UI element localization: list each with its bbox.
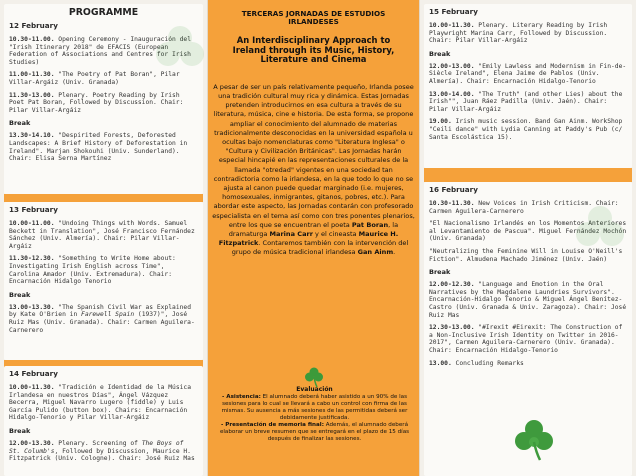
session-item: 10.00-11.30. "Tradición e Identidad de la Música Irlandesa en nuestros Días", Ángel Vázquez Becerra, Miguel Navarro Lugero (fiddle) y Luis García Pulido (button box). Chairs: Encarnación Hidalgo-Tenorio y Pilar Villar-Argáiz (9, 384, 191, 422)
session-item: 19.00. Irish music session. Band Gan Ainm. WorkShop "Ceili dance" with Lydia Canning at Paddy's Pub (c/ Santa Escolástica 15). (429, 118, 623, 141)
left-column (0, 0, 207, 476)
session-item: 12.00-13.00. "Emily Lawless and Modernism in Fin-de-Siècle Ireland", Elena Jaime de Pablos (Univ. Almería). Chair: Encarnación Hidalgo-Tenorio (429, 62, 627, 85)
divider (424, 168, 632, 182)
evaluation-report: - Presentación de memoria final: Además, el alumnado deberá elaborar un breve resumen que se entregará en el plazo de 15 días después de finalizar las sesiones. (219, 422, 410, 442)
intro-paragraph: A pesar de ser un país relativamente pequeño, Irlanda posee una tradición cultural muy rica y dinámica. Estas Jornadas pretenden introducirnos en esa cultura a través de su literatura, música, cine e historia. De esta forma, se propone ampliar el conocimiento del alumnado de materias tradicionalmente desconocidas en la universidad española u ocultas bajo nomenclaturas como "Literatura Inglesa" o "Cultura y Civilización Británicas". Las Jornadas harán especial hincapié en las representaciones culturales de la llamada "otredad" vigentes en una sociedad tan contradictoria como la irlandesa, en la que todo lo que no se ajusta al canon puede quedar marginado (i.e. mujeres, homosexuales, inmigrantes, gitanos, pobres, etc.). Para abordar este aspecto, las Jornadas contarán con profesorado especialista en el tema así como con tres ponentes plenarios, entre los que se encuentran el poeta Pat Boran, la dramaturga Marina Carr y el cineasta Maurice H. Fitzpatrick. Contaremos también con la intervención del grupo de música tradicional irlandesa Gan Ainm. (212, 82, 415, 257)
programme-title: PROGRAMME (68, 7, 139, 18)
session-item: 11.30-12.30. "Something to Write Home about: Investigating Irish English across Time", Carolina Amador (Univ. Extremadura). Chair: Encarnación Hidalgo Tenorio (9, 255, 176, 286)
break-label: Break (9, 119, 31, 128)
shamrock-watermark-icon (150, 20, 210, 80)
right-column (420, 0, 636, 476)
session-item: 12.00-12.30. "Language and Emotion in the Oral Narratives by the Magdalene Laundries Survivors". Encarnación-Hidalgo Tenorio & Miguel Ángel Benítez-Castro (Univ. Granada & Univ. Zaragoza). Chair: José Ruiz Mas (429, 281, 627, 319)
event-subheading: An Interdisciplinary Approach to Ireland through its Music, History, Literature and Cinema (232, 35, 395, 65)
session-item: 12.00-13.30. Plenary. Screening of The Boys of St. Columb's, Followed by Discussion, Maurice H. Fitzpatrick (Univ. Cologne). Chair: José Ruiz Mas (9, 439, 195, 463)
intro-column (207, 0, 420, 476)
session-item: 10.30-11.00. Opening Ceremony - Inauguración del "Irish Itinerary 2018" de EFACIS (European Federation of Associations and Centres for Irish Studies) (9, 36, 191, 66)
break-label: Break (9, 426, 31, 435)
session-item: 13.00-14.00. "The Truth" (and other Lies) about the Irish"", Juan Ráez Padilla (Univ. Jaén). Chair: Pilar Villar-Argáiz (429, 90, 623, 113)
day-title: 15 February (429, 7, 478, 16)
day-panel-13 (4, 202, 203, 360)
event-heading: TERCERAS JORNADAS DE ESTUDIOS IRLANDESES (241, 9, 386, 26)
shamrock-icon (304, 366, 324, 388)
session-item: 13.30-14.10. "Despirited Forests, Deforested Landscapes: A Brief History of Deforestation in Ireland". Marjan Shokouhi (Univ. Sunderland). Chair: Elisa Serna Martínez (9, 132, 188, 163)
break-label: Break (429, 268, 451, 277)
divider (4, 194, 203, 202)
session-item: 11.30-13.00. Plenary. Poetry Reading by Irish Poet Pat Boran, Followed by Discussion. Chair: Pilar Villar-Argáiz (9, 91, 184, 114)
session-item: 10.30-11.30. New Voices in Irish Criticism. Chair: Carmen Aguilera-Carnerero (429, 200, 619, 215)
evaluation-title: Evaluación (296, 386, 333, 393)
session-item: "El Nacionalismo Irlandés en los Momentos Anteriores al Levantamiento de Pascua". Miguel Fernández Mochón (Univ. Granada) (429, 220, 627, 243)
day-panel-15 (424, 4, 632, 168)
shamrock-watermark-icon (570, 200, 630, 260)
break-label: Break (429, 49, 451, 58)
session-item: "Neutralizing the Feminine Will in Louise O'Neill's Fiction". Almudena Machado Jiménez (Univ. Jaén) (429, 247, 623, 263)
day-title: 13 February (9, 205, 58, 214)
session-item: 12.30-13.00. "#Irexit #Eirexit: The Construction of a Non-Inclusive Irish Identity on Twitter in 2016-2017", Carmen Aguilera-Carnerero (Univ. Granada). Chair: Encarnación Hidalgo-Tenorio (429, 324, 623, 354)
session-item: 10.00-11.00. "Undoing Things with Words. Samuel Beckett in Translation", José Francisco Fernández Sánchez (Univ. Almería). Chair: Pilar Villar-Argáiz (9, 220, 195, 250)
day-title: 16 February (429, 185, 478, 194)
session-item: 13.00-13.30. "The Spanish Civil War as Explained by Kate O'Brien in Farewell Spain (1937)", José Ruiz Mas (Univ. Granada). Chair: Carmen Aguilera-Carnerero (9, 303, 195, 334)
session-item: 13.00. Concluding Remarks (429, 359, 524, 367)
evaluation-section (216, 386, 413, 443)
day-title: 14 February (9, 369, 58, 378)
break-label: Break (9, 290, 31, 299)
session-item: 11.00-11.30. "The Poetry of Pat Boran", Pilar Villar-Argáiz (Univ. Granada) (9, 71, 180, 86)
day-panel-14 (4, 366, 203, 476)
shamrock-icon (512, 418, 556, 462)
evaluation-attendance: - Asistencia: El alumnado deberá haber asistido a un 90% de las sesiones para lo cual se llevará a cabo un control con firma de las mismas. Su ausencia a más sesiones de las permitidas deberá ser debidamente justificada. (221, 394, 408, 421)
session-item: 10.00-11.30. Plenary. Literary Reading by Irish Playwright Marina Carr, Followed by Discussion. Chair: Pilar Villar-Argáiz (429, 22, 608, 45)
day-title: 12 February (9, 21, 58, 30)
